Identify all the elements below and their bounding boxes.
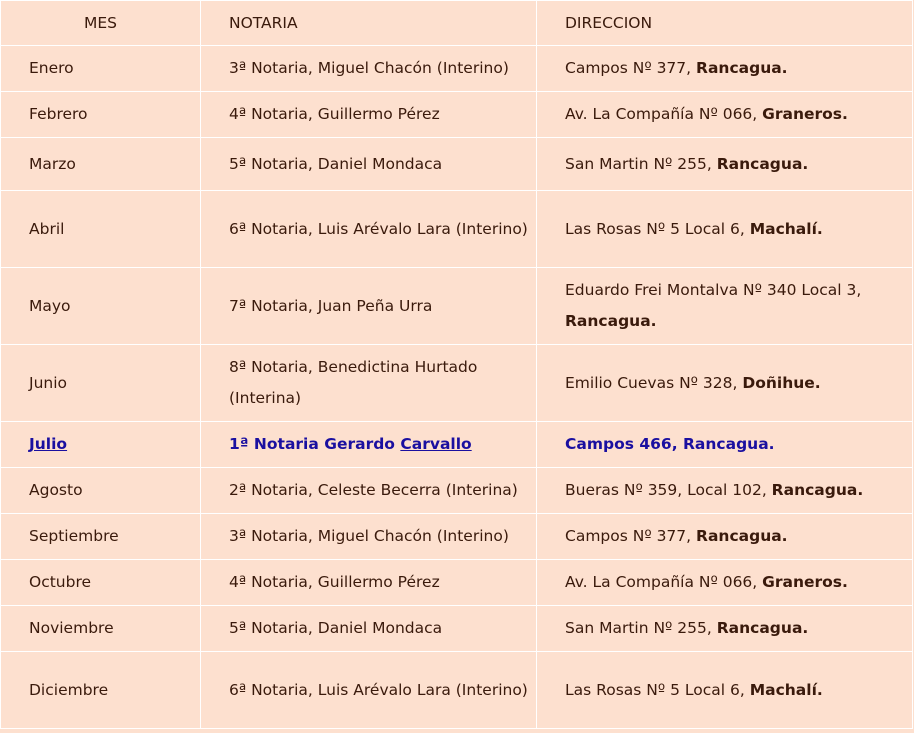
- table-row: [1, 138, 913, 191]
- notaria-link[interactable]: Carvallo: [400, 435, 472, 453]
- direccion-cell: [537, 606, 913, 652]
- notaria-cell: 4ª Notaria, Guillermo Pérez: [201, 560, 537, 606]
- notaria-cell: 3ª Notaria, Miguel Chacón (Interino): [201, 46, 537, 92]
- notaria-cell: 6ª Notaria, Luis Arévalo Lara (Interino): [201, 652, 537, 729]
- table-row: [1, 268, 913, 345]
- mes-cell: Noviembre: [1, 606, 201, 652]
- city-text: Graneros.: [762, 573, 848, 591]
- mes-link[interactable]: Julio: [29, 435, 68, 453]
- city-text: Rancagua.: [716, 619, 809, 637]
- direccion-cell: Campos 466, Rancagua.: [537, 422, 913, 468]
- direccion-cell: [537, 652, 913, 729]
- direccion-cell: [537, 468, 913, 514]
- address-text: Eduardo Frei Montalva Nº 340 Local 3,: [565, 281, 862, 299]
- notaria-cell: 4ª Notaria, Guillermo Pérez: [201, 92, 537, 138]
- notaria-text: 1ª Notaria Gerardo: [229, 435, 401, 453]
- address-text: Campos Nº 377,: [565, 59, 697, 77]
- address-text: Av. La Compañía Nº 066,: [565, 573, 763, 591]
- city-text: Doñihue.: [742, 373, 821, 392]
- header-mes: MES: [1, 1, 201, 46]
- address-text: Bueras Nº 359, Local 102,: [565, 481, 772, 499]
- address-text: Las Rosas Nº 5 Local 6,: [565, 219, 750, 238]
- table-row: [1, 468, 913, 514]
- direccion-cell: [537, 46, 913, 92]
- notaria-cell: 8ª Notaria, Benedictina Hurtado (Interina): [201, 345, 537, 422]
- direccion-cell: [537, 514, 913, 560]
- mes-cell: Diciembre: [1, 652, 201, 729]
- table-row: [1, 560, 913, 606]
- direccion-cell: [537, 560, 913, 606]
- city-text: Machalí.: [749, 680, 823, 699]
- notaria-cell: [201, 422, 537, 468]
- city-text: Machalí.: [749, 219, 823, 238]
- table-row: [1, 652, 913, 729]
- mes-cell: Febrero: [1, 92, 201, 138]
- direccion-cell: [537, 345, 913, 422]
- table-row: [1, 345, 913, 422]
- city-text: Rancagua.: [716, 154, 809, 173]
- table-row: [1, 46, 913, 92]
- mes-cell: Octubre: [1, 560, 201, 606]
- header-direccion: DIRECCION: [537, 1, 913, 46]
- notaria-cell: 5ª Notaria, Daniel Mondaca: [201, 138, 537, 191]
- notaria-cell: 2ª Notaria, Celeste Becerra (Interina): [201, 468, 537, 514]
- city-text: Rancagua.: [565, 312, 657, 330]
- header-row: [1, 1, 913, 46]
- table-row-highlighted: [1, 422, 913, 468]
- notaria-cell: 5ª Notaria, Daniel Mondaca: [201, 606, 537, 652]
- address-text: Las Rosas Nº 5 Local 6,: [565, 680, 750, 699]
- address-text: Emilio Cuevas Nº 328,: [565, 373, 743, 392]
- mes-cell: Marzo: [1, 138, 201, 191]
- mes-cell: Abril: [1, 191, 201, 268]
- address-text: Av. La Compañía Nº 066,: [565, 105, 763, 123]
- direccion-cell: [537, 92, 913, 138]
- address-text: Campos Nº 377,: [565, 527, 697, 545]
- table-row: [1, 191, 913, 268]
- mes-cell: Junio: [1, 345, 201, 422]
- table-row: [1, 92, 913, 138]
- city-text: Rancagua.: [771, 481, 864, 499]
- mes-cell: Septiembre: [1, 514, 201, 560]
- direccion-cell: [537, 138, 913, 191]
- address-text: San Martin Nº 255,: [565, 154, 717, 173]
- city-text: Rancagua.: [696, 527, 788, 545]
- mes-cell: Agosto: [1, 468, 201, 514]
- notaria-cell: 6ª Notaria, Luis Arévalo Lara (Interino): [201, 191, 537, 268]
- direccion-cell: [537, 268, 913, 345]
- header-notaria: NOTARIA: [201, 1, 537, 46]
- notaria-cell: 3ª Notaria, Miguel Chacón (Interino): [201, 514, 537, 560]
- direccion-cell: [537, 191, 913, 268]
- table-row: [1, 606, 913, 652]
- notaria-cell: 7ª Notaria, Juan Peña Urra: [201, 268, 537, 345]
- city-text: Rancagua.: [696, 59, 788, 77]
- mes-cell: Mayo: [1, 268, 201, 345]
- mes-cell: [1, 422, 201, 468]
- city-text: Graneros.: [762, 105, 848, 123]
- mes-cell: Enero: [1, 46, 201, 92]
- address-text: San Martin Nº 255,: [565, 619, 717, 637]
- table-row: [1, 514, 913, 560]
